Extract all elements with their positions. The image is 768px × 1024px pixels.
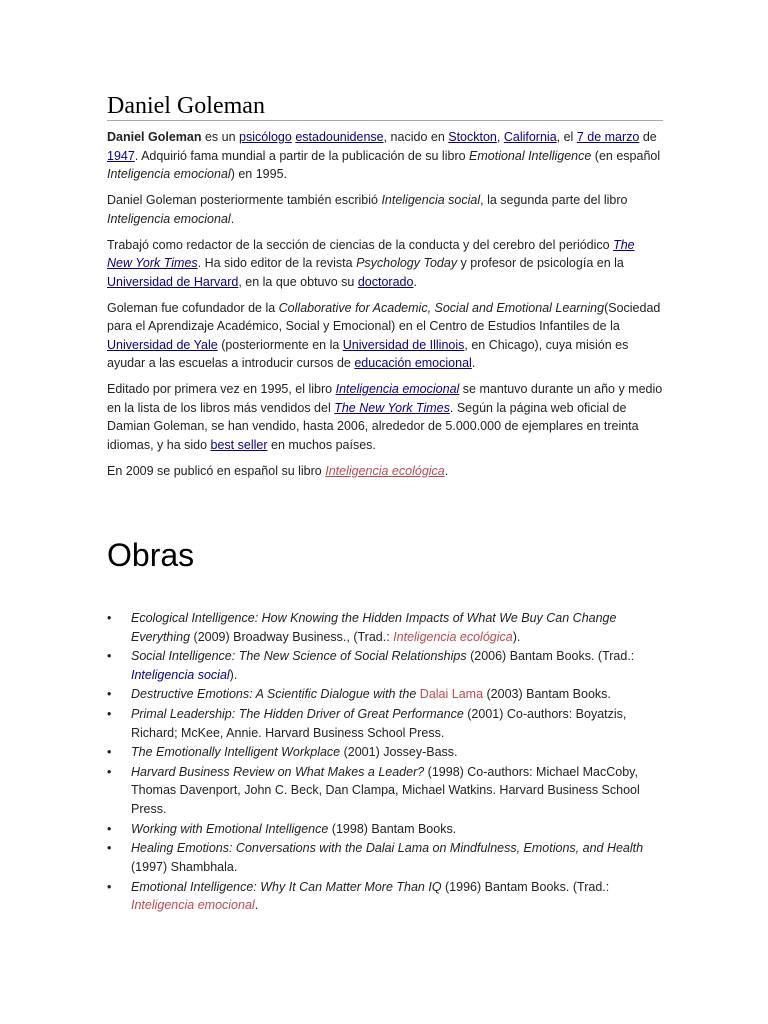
link-trad-social[interactable]: Inteligencia social [131,667,230,682]
link-birth-date[interactable]: 7 de marzo [576,130,640,144]
bullet: • [107,764,112,779]
list-item: • Primal Leadership: The Hidden Driver of Great Performance (2001) Co-authors: Boyatzis, Richard; McKee, Annie. Harvard Business School Press. [107,707,627,740]
section-heading-obras: Obras [107,537,195,573]
bullet: • [107,687,112,702]
link-stockton[interactable]: Stockton [448,130,497,144]
list-item: • Emotional Intelligence: Why It Can Matter More Than IQ (1996) Bantam Books. (Trad.: Inteligencia emocional. [107,879,610,912]
link-new-york-times-2[interactable]: The New York Times [334,400,450,415]
paragraph-social: Daniel Goleman posteriormente también escribió Inteligencia social, la segunda parte del libro Inteligencia emocional. [107,193,628,226]
link-inteligencia-ecologica[interactable]: Inteligencia ecológica [325,463,445,478]
bullet: • [107,611,112,625]
link-inteligencia-emocional[interactable]: Inteligencia emocional [335,382,460,396]
title-divider [107,120,663,121]
link-trad-ecologica[interactable]: Inteligencia ecológica [393,629,513,644]
link-california[interactable]: California [503,130,557,144]
link-trad-emocional[interactable]: Inteligencia emocional [131,898,255,912]
link-1947[interactable]: 1947 [107,148,135,163]
link-new-york-times[interactable]: The New York Times [107,237,635,270]
bullet: • [107,841,112,856]
bullet: • [107,745,112,760]
works-list [107,609,647,916]
link-best-seller[interactable]: best seller [210,437,268,452]
subject-name: Daniel Goleman [107,130,202,144]
bullet: • [107,879,112,894]
list-item: • Social Intelligence: The New Science of Social Relationships (2006) Bantam Books. (Trad.: Inteligencia social). [107,649,635,682]
article-body [107,128,663,488]
paragraph-intro: Daniel Goleman es un psicólogo estadounidense, nacido en Stockton, California, el 7 de marzo de 1947. Adquirió fama mundial a partir de la publicación de su libro Emotional Intelligence (en español Inteligencia emocional) en 1995. [107,130,661,181]
link-illinois[interactable]: Universidad de Illinois [342,337,465,352]
list-item: • Harvard Business Review on What Makes a Leader? (1998) Co-authors: Michael MacCoby, Thomas Davenport, John C. Beck, Dan Clampa, Michael Watkins. Harvard Business School Press. [107,764,640,816]
link-doctorado[interactable]: doctorado [357,274,414,289]
list-item: • Destructive Emotions: A Scientific Dialogue with the Dalai Lama (2003) Bantam Books. [107,685,647,704]
paragraph-2009: En 2009 se publicó en español su libro Inteligencia ecológica. [107,463,449,478]
bullet: • [107,707,112,722]
link-psicologo[interactable]: psicólogo [239,130,292,144]
paragraph-career: Trabajó como redactor de la sección de ciencias de la conducta y del cerebro del periódico The New York Times. Ha sido editor de la revista Psychology Today y profesor de psicología en la Universidad de Harvard, en la que obtuvo su doctorado. [107,237,635,289]
paragraph-casel: Goleman fue cofundador de la Collaborative for Academic, Social and Emotional Learning(Sociedad para el Aprendizaje Académico, Social y Emocional) en el Centro de Estudios Infantiles de la Universidad de Yale (posteriormente en la Universidad de Illinois, en Chicago), cuya misión es ayudar a las escuelas a introducir cursos de educación emocional. [107,300,661,370]
link-educacion-emocional[interactable]: educación emocional [354,356,472,370]
list-item: • Healing Emotions: Conversations with the Dalai Lama on Mindfulness, Emotions, and Health (1997) Shambhala. [107,841,644,874]
list-item: • The Emotionally Intelligent Workplace (2001) Jossey-Bass. [107,743,647,762]
page-title: Daniel Goleman [107,93,265,119]
link-yale[interactable]: Universidad de Yale [107,337,218,352]
link-harvard[interactable]: Universidad de Harvard [107,274,239,289]
bullet: • [107,821,112,836]
list-item: • Working with Emotional Intelligence (1998) Bantam Books. [107,820,647,839]
bullet: • [107,649,112,664]
link-estadounidense[interactable]: estadounidense [295,130,384,144]
list-item: • Ecological Intelligence: How Knowing the Hidden Impacts of What We Buy Can Change Everything (2009) Broadway Business., (Trad.: Inteligencia ecológica). [107,611,617,644]
paragraph-bestseller: Editado por primera vez en 1995, el libro Inteligencia emocional se mantuvo durante un año y medio en la lista de los libros más vendidos del The New York Times. Según la página web oficial de Damian Goleman, se han vendido, hasta 2006, alrededor de 5.000.000 de ejemplares en treinta idiomas, y ha sido best seller en muchos países. [107,382,663,452]
link-dalai-lama[interactable]: Dalai Lama [419,687,484,702]
